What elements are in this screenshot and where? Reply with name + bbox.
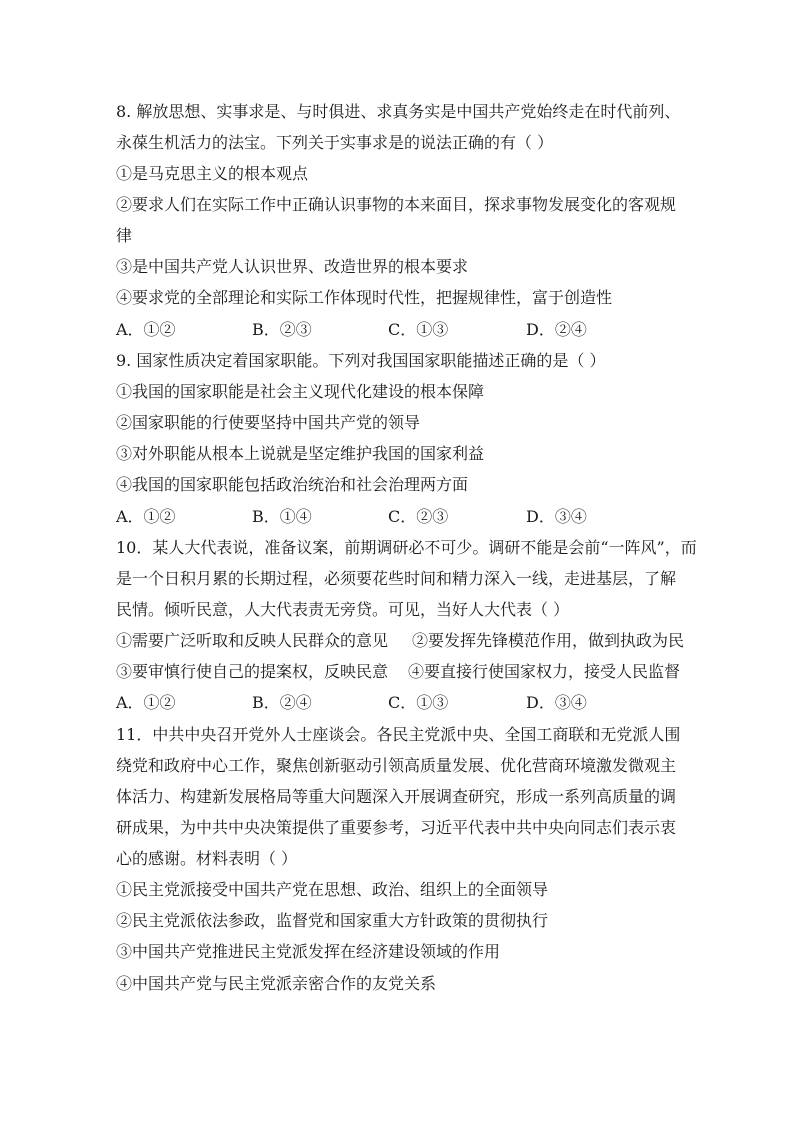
q11-option-3: ③中国共产党推进民主党派发挥在经济建设领域的作用 [116,942,501,961]
q11-option-2: ②民主党派依法参政，监督党和国家重大方针政策的贯彻执行 [116,911,549,930]
q11-stem-line1: 11．中共中央召开党外人士座谈会。各民主党派中央、全国工商联和无党派人围 [116,725,681,744]
q9-option-1: ①我国的国家职能是社会主义现代化建设的根本保障 [116,382,485,401]
q8-option-4: ④要求党的全部理论和实际工作体现时代性，把握规律性，富于创造性 [116,288,613,307]
q8-choice-d: D．②④ [526,320,587,339]
q11-option-4: ④中国共产党与民主党派亲密合作的友党关系 [116,974,437,993]
q8-stem-line2: 永葆生机活力的法宝。下列关于实事求是的说法正确的有（ ） [116,133,554,152]
q10-choice-d: D．③④ [526,693,587,712]
q10-option-3: ③要审慎行使自己的提案权，反映民意 [116,662,389,681]
q9-stem: 9. 国家性质决定着国家职能。下列对我国国家职能描述正确的是（ ） [116,351,606,370]
q9-option-3: ③对外职能从根本上说就是坚定维护我国的国家利益 [116,444,485,463]
q10-stem-line2: 是一个日积月累的长期过程，必须要花些时间和精力深入一线，走进基层，了解 [116,569,677,588]
q10-choice-c: C．①③ [388,693,449,712]
q11-stem-line5: 心的感谢。材料表明（ ） [116,849,298,868]
q9-choice-a: A．①② [116,507,176,526]
q9-choice-b: B．①④ [252,507,312,526]
q10-stem-line3: 民情。倾听民意，人大代表责无旁贷。可见，当好人大代表（ ） [116,600,570,619]
q8-choice-b: B．②③ [252,320,312,339]
q11-option-1: ①民主党派接受中国共产党在思想、政治、组织上的全面领导 [116,880,549,899]
q10-option-1: ①需要广泛听取和反映人民群众的意见 [116,631,389,650]
q11-stem-line4: 研成果，为中共中央决策提供了重要参考，习近平代表中共中央向同志们表示衷 [116,818,677,837]
q10-choice-b: B．②④ [252,693,312,712]
q9-choice-c: C．②③ [388,507,449,526]
q8-option-3: ③是中国共产党人认识世界、改造世界的根本要求 [116,257,469,276]
q10-option-4: ④要直接行使国家权力，接受人民监督 [408,662,681,681]
q9-option-4: ④我国的国家职能包括政治统治和社会治理两方面 [116,475,469,494]
q8-option-2-line2: 律 [116,226,133,245]
q11-stem-line2: 绕党和政府中心工作，聚焦创新驱动引领高质量发展、优化营商环境激发微观主 [116,756,677,775]
q9-option-2: ②国家职能的行使要坚持中国共产党的领导 [116,413,421,432]
q8-stem-line1: 8. 解放思想、实事求是、与时俱进、求真务实是中国共产党始终走在时代前列、 [116,102,681,121]
q10-option-2: ②要发挥先锋模范作用，做到执政为民 [412,631,685,650]
q8-option-1: ①是马克思主义的根本观点 [116,164,309,183]
q10-stem-line1: 10．某人大代表说，准备议案，前期调研必不可少。调研不能是会前“一阵风”，而 [116,538,697,557]
q8-choice-c: C．①③ [388,320,449,339]
q8-option-2-line1: ②要求人们在实际工作中正确认识事物的本来面目，探求事物发展变化的客观规 [116,195,677,214]
q10-choice-a: A．①② [116,693,176,712]
q9-choice-d: D．③④ [526,507,587,526]
q8-choice-a: A．①② [116,320,176,339]
q11-stem-line3: 体活力、构建新发展格局等重大问题深入开展调查研究，形成一系列高质量的调 [116,787,677,806]
